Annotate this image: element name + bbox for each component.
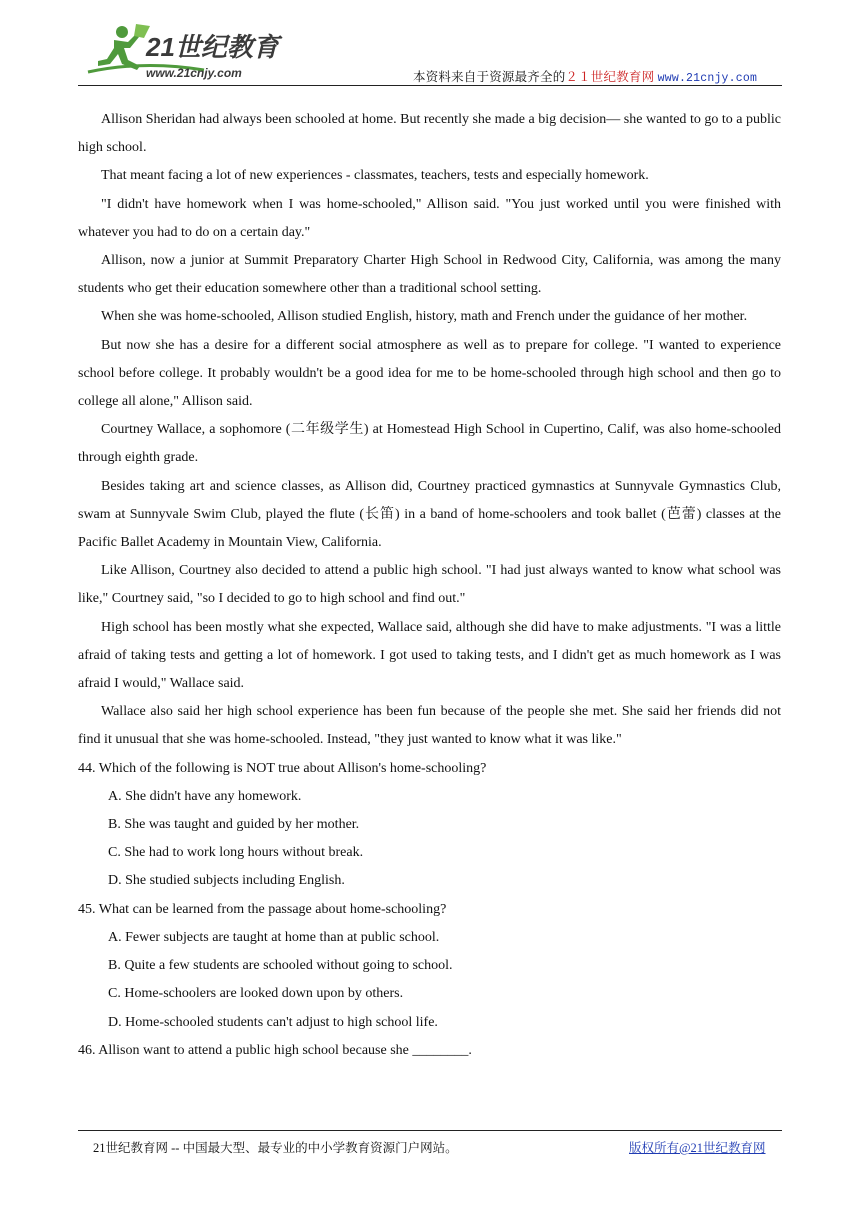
passage-paragraph: "I didn't have homework when I was home-schooled," Allison said. "You just worked until you were finished with whatever you had to do on a certain day.": [78, 196, 781, 240]
answer-option: B. She was taught and guided by her mother.: [108, 817, 360, 833]
passage-paragraph: That meant facing a lot of new experiences - classmates, teachers, tests and especially homework.: [101, 168, 649, 184]
header-note-prefix: 本资料来自于资源最齐全的: [413, 70, 566, 84]
passage-paragraph: Allison, now a junior at Summit Preparatory Charter High School in Redwood City, California, was among the many students who get their education somewhere other than a traditional school setting.: [78, 253, 781, 297]
passage-paragraph: But now she has a desire for a different social atmosphere as well as to prepare for college. "I wanted to experience school before college. It probably wouldn't be a good idea for me to be home-schooled through high school and then go to college all alone," Allison said.: [78, 337, 781, 410]
answer-option: C. Home-schoolers are looked down upon by others.: [108, 986, 404, 1002]
answer-option: C. She had to work long hours without break.: [108, 845, 364, 861]
answer-option: A. She didn't have any homework.: [108, 788, 302, 804]
answer-option: B. Quite a few students are schooled without going to school.: [108, 958, 453, 974]
site-logo: [84, 20, 284, 84]
passage-paragraph: Besides taking art and science classes, as Allison did, Courtney practiced gymnastics at Sunnyvale Gymnastics Club, swam at Sunnyvale Swim Club, played the flute (长笛) in a band of home-schoolers and took ballet (芭蕾) classes at the Pacific Ballet Academy in Mountain View, California.: [78, 478, 781, 551]
footer-copyright-link[interactable]: 版权所有@21世纪教育网: [629, 1141, 766, 1155]
logo-url-text: www.21cnjy.com: [146, 66, 242, 80]
answer-option: D. Home-schooled students can't adjust to high school life.: [108, 1014, 438, 1030]
header-note-brand: ２１世纪教育网: [565, 70, 655, 84]
question-stem: 46. Allison want to attend a public high school because she ________.: [78, 1042, 472, 1058]
passage-paragraph: High school has been mostly what she expected, Wallace said, although she did have to make adjustments. "I was a little afraid of taking tests and getting a lot of homework. I got used to taking tests, and I didn't get as much homework as I was afraid I would," Wallace said.: [78, 619, 781, 692]
footer-site-description: 21世纪教育网 -- 中国最大型、最专业的中小学教育资源门户网站。: [93, 1141, 458, 1155]
header-source-note: [413, 67, 757, 85]
reading-passage: [78, 106, 781, 1065]
header-divider: [78, 85, 782, 86]
question-stem: 45. What can be learned from the passage about home-schooling?: [78, 901, 447, 917]
answer-option: D. She studied subjects including English.: [108, 873, 345, 889]
header-note-url[interactable]: www.21cnjy.com: [657, 72, 758, 85]
question-stem: 44. Which of the following is NOT true about Allison's home-schooling?: [78, 760, 487, 776]
passage-paragraph: Wallace also said her high school experience has been fun because of the people she met. She said her friends did not find it unusual that she was home-schooled. Instead, "they just wanted to know what it was like.": [78, 704, 781, 748]
passage-paragraph: Allison Sheridan had always been schooled at home. But recently she made a big decision— she wanted to go to a public high school.: [78, 112, 781, 156]
passage-paragraph: Courtney Wallace, a sophomore (二年级学生) at Homestead High School in Cupertino, Calif, was also home-schooled through eighth grade.: [78, 422, 781, 466]
passage-paragraph: When she was home-schooled, Allison studied English, history, math and French under the guidance of her mother.: [101, 309, 748, 325]
passage-paragraph: Like Allison, Courtney also decided to attend a public high school. "I had just always wanted to know what school was like," Courtney said, "so I decided to go to high school and find out.": [78, 563, 781, 607]
logo-brand-text: 21世纪教育: [146, 32, 279, 62]
answer-option: A. Fewer subjects are taught at home than at public school.: [108, 929, 440, 945]
page-header: [0, 0, 860, 90]
footer-divider: [78, 1130, 782, 1131]
